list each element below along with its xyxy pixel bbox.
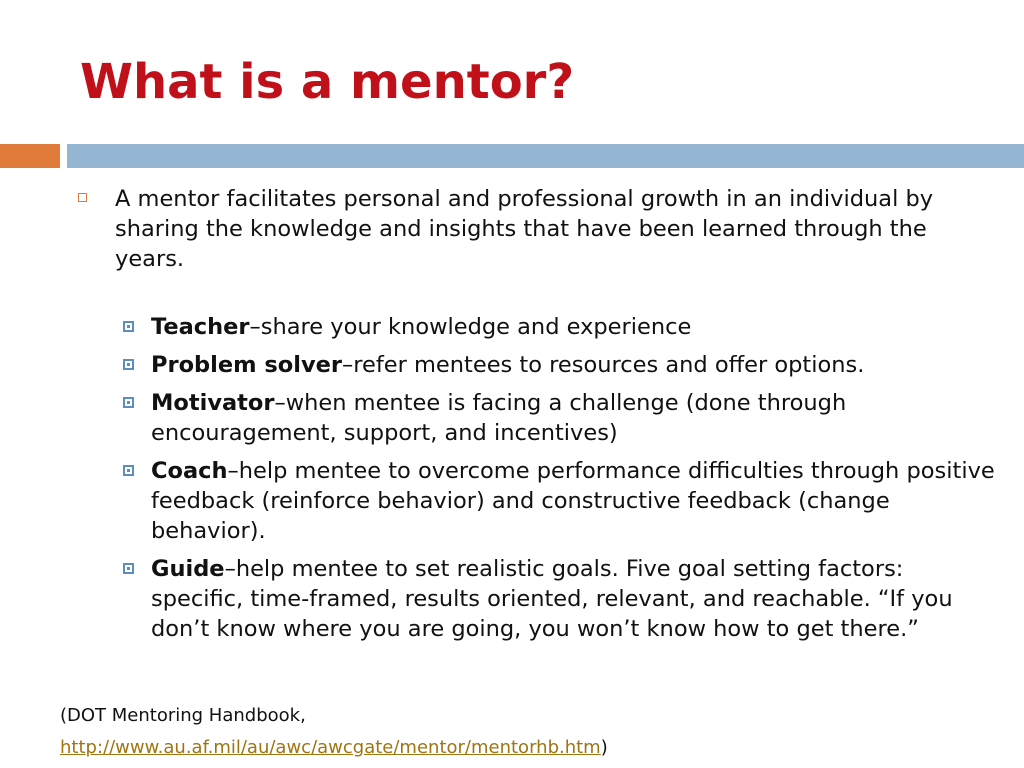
accent-bar-orange [0,144,60,168]
square-bullet-icon [78,193,87,202]
accent-bar-blue [67,144,1024,168]
square-bullet-icon [123,359,134,370]
list-item-problem-solver [120,350,1000,380]
role-description: –refer mentees to resources and offer options. [342,352,865,378]
citation-link-line [60,732,1010,764]
role-term: Problem solver [151,352,342,378]
role-description: –when mentee is facing a challenge (done through encouragement, support, and incentives) [151,390,847,446]
list-item-coach [120,456,1000,546]
mentor-roles-list [120,312,1000,652]
citation-link[interactable]: http://www.au.af.mil/au/awc/awcgate/mentor/mentorhb.htm [60,737,601,758]
list-item-guide [120,554,1000,644]
square-bullet-icon [123,563,134,574]
citation-suffix: ) [600,737,608,758]
citation-source: (DOT Mentoring Handbook, [60,705,306,726]
role-description: –share your knowledge and experience [249,314,692,340]
role-term: Guide [151,556,225,582]
role-term: Teacher [151,314,250,340]
role-description: –help mentee to set realistic goals. Five goal setting factors: specific, time-framed, results oriented, relevant, and reachable. “If you don’t know where you are going, you won’t know how to get there.” [151,556,953,642]
role-term: Motivator [151,390,275,416]
role-term: Coach [151,458,228,484]
list-item-motivator [120,388,1000,448]
list-item-teacher [120,312,1000,342]
slide-title: What is a mentor? [80,54,575,110]
square-bullet-icon [123,397,134,408]
main-bullet-text: A mentor facilitates personal and professional growth in an individual by sharing the knowledge and insights that have been learned through the years. [115,186,934,272]
role-description: –help mentee to overcome performance difficulties through positive feedback (reinforce behavior) and constructive feedback (change behavior). [151,458,995,544]
main-bullet [78,184,978,274]
square-bullet-icon [123,465,134,476]
citation [60,700,1010,764]
square-bullet-icon [123,321,134,332]
